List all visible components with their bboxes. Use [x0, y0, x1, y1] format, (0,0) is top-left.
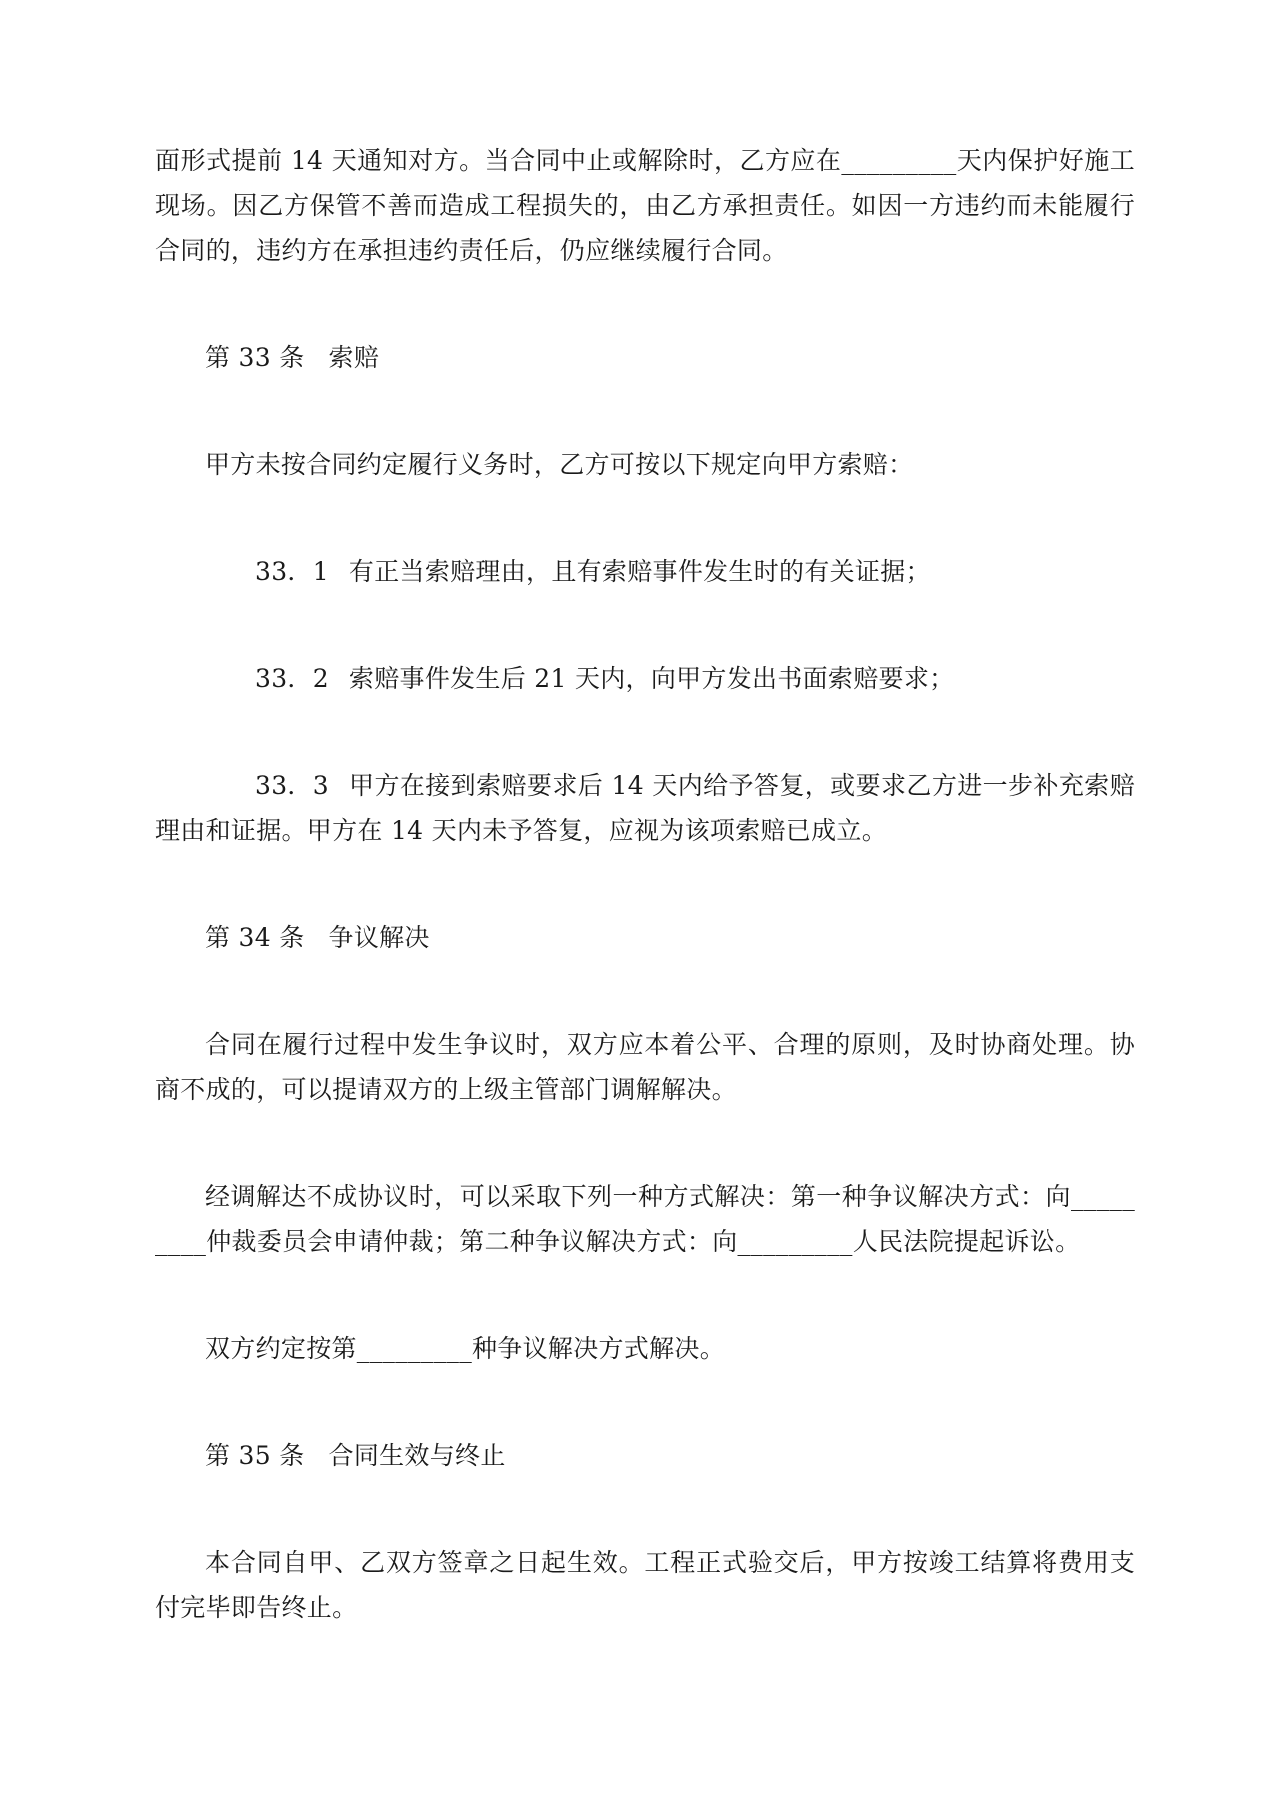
continuation-paragraph: 面形式提前 14 天通知对方。当合同中止或解除时，乙方应在_________天内保护好施工现场。因乙方保管不善而造成工程损失的，由乙方承担责任。如因一方违约而未能履行合同的，违约方在承担违约责任后，仍应继续履行合同。: [155, 146, 1135, 265]
article-35-paragraph-1: 本合同自甲、乙双方签章之日起生效。工程正式验交后，甲方按竣工结算将费用支付完毕即告终止。: [155, 1548, 1135, 1622]
article-33-item-2: [155, 656, 1135, 701]
article-34-title: 争议解决: [328, 923, 430, 952]
article-33-intro: 甲方未按合同约定履行义务时，乙方可按以下规定向甲方索赔：: [205, 450, 914, 479]
article-34-paragraph-1: 合同在履行过程中发生争议时，双方应本着公平、合理的原则，及时协商处理。协商不成的，可以提请双方的上级主管部门调解解决。: [155, 1030, 1135, 1104]
article-35-heading: [155, 1433, 1135, 1478]
item-text: 有正当索赔理由，且有索赔事件发生时的有关证据；: [348, 557, 931, 586]
article-33-number: 第 33 条: [205, 343, 305, 372]
article-34-paragraph-3: 双方约定按第_________种争议解决方式解决。: [205, 1334, 726, 1363]
article-34-heading: [155, 915, 1135, 960]
article-35-title: 合同生效与终止: [328, 1441, 506, 1470]
article-33-item-3: [155, 763, 1135, 853]
item-number: 33．1: [255, 557, 329, 586]
item-number: 33．3: [255, 771, 329, 800]
article-33-item-1: [155, 549, 1135, 594]
item-number: 33．2: [255, 664, 329, 693]
article-34-number: 第 34 条: [205, 923, 305, 952]
article-34-paragraph-2: 经调解达不成协议时，可以采取下列一种方式解决：第一种争议解决方式：向_________仲裁委员会申请仲裁；第二种争议解决方式：向_________人民法院提起诉讼。: [155, 1182, 1135, 1256]
article-33-title: 索赔: [328, 343, 380, 372]
item-text: 甲方在接到索赔要求后 14 天内给予答复，或要求乙方进一步补充索赔理由和证据。甲方在 14 天内未予答复，应视为该项索赔已成立。: [155, 771, 1135, 845]
item-text: 索赔事件发生后 21 天内，向甲方发出书面索赔要求；: [348, 664, 955, 693]
document-body: [155, 138, 1135, 1692]
article-33-heading: [155, 335, 1135, 380]
article-35-number: 第 35 条: [205, 1441, 305, 1470]
